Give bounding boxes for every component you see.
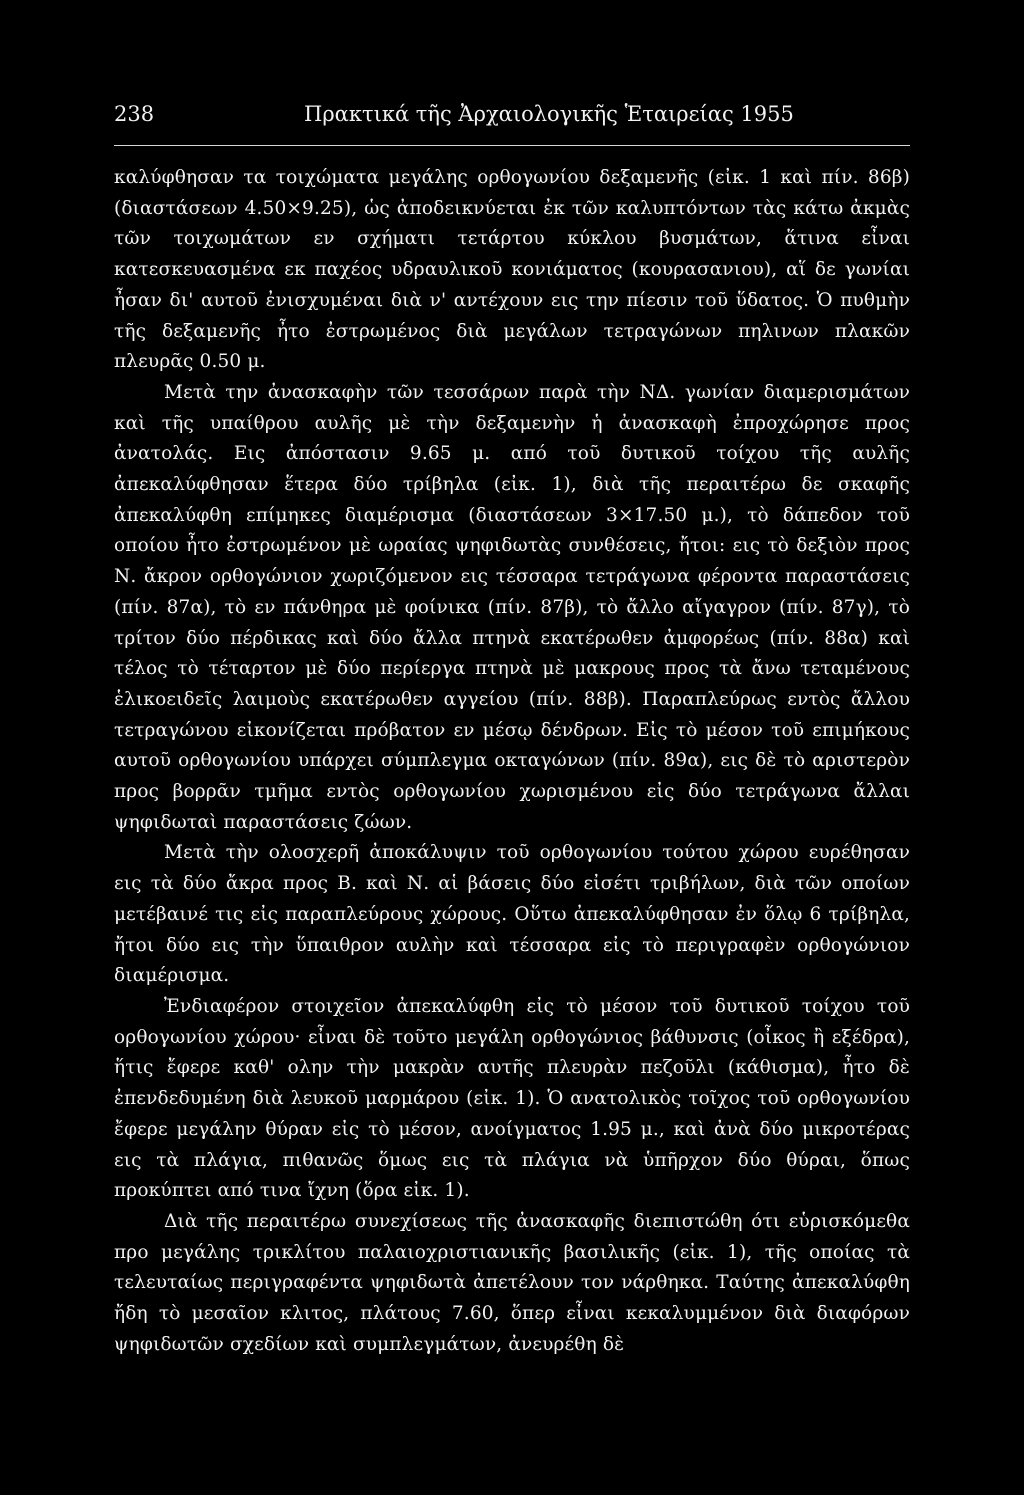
page-number: 238 <box>114 102 155 126</box>
body-text <box>114 163 910 1360</box>
paragraph: Ἐνδιαφέρον στοιχεῖον ἀπεκαλύφθη εἰς τὸ μέσον τοῦ δυτικοῦ τοίχου τοῦ ορθογωνίου χώρου· εἶναι δὲ τοῦτο μεγάλη ορθογώνιος βάθυνσις (οἶκος ἢ εξέδρα), ἥτις ἔφερε καθ' ολην τὴν μακρὰν αυτῆς πλευρὰν πεζοῦλι (κάθισμα), ἦτο δὲ ἐπενδεδυμένη διὰ λευκοῦ μαρμάρου (εἰκ. 1). Ὁ ανατολικὸς τοῖχος τοῦ ορθογωνίου ἔφερε μεγάλην θύραν εἰς τὸ μέσον, ανοίγματος 1.95 μ., καὶ ἀνὰ δύο μικροτέρας εις τὰ πλάγια, πιθανῶς ὅμως εις τὰ πλάγια νὰ ὑπῆρχον δύο θύραι, ὅπως προκύπτει από τινα ἴχνη (ὅρα εἰκ. 1). <box>114 995 910 1202</box>
page-header <box>114 97 910 131</box>
paragraph: Μετὰ την ἀνασκαφὴν τῶν τεσσάρων παρὰ τὴν ΝΔ. γωνίαν διαμερισμάτων καὶ τῆς υπαίθρου αυλῆς μὲ τὴν δεξαμενὴν ἡ ἀνασκαφὴ ἐπροχώρησε προς ἀνατολάς. Εις ἀπόστασιν 9.65 μ. από τοῦ δυτικοῦ τοίχου τῆς αυλῆς ἀπεκαλύφθησαν ἕτερα δύο τρίβηλα (εἰκ. 1), διὰ τῆς περαιτέρω δε σκαφῆς ἀπεκαλύφθη επίμηκες διαμέρισμα (διαστάσεων 3×17.50 μ.), τὸ δάπεδον τοῦ οποίου ἦτο ἐστρωμένον μὲ ωραίας ψηφιδωτὰς συνθέσεις, ἤτοι: εις τὸ δεξιὸν προς Ν. ἄκρον ορθογώνιον χωριζόμενον εις τέσσαρα τετράγωνα φέροντα παραστάσεις (πίν. 87α), τὸ εν πάνθηρα μὲ φοίνικα (πίν. 87β), τὸ ἄλλο αἴγαγρον (πίν. 87γ), τὸ τρίτον δύο πέρδικας καὶ δύο ἄλλα πτηνὰ εκατέρωθεν ἀμφορέως (πίν. 88α) καὶ τέλος τὸ τέταρτον μὲ δύο περίεργα πτηνὰ μὲ μακρους προς τὰ ἄνω τεταμένους ἑλικοειδεῖς λαιμοὺς εκατέρωθεν αγγείου (πίν. 88β). Παραπλεύρως εντὸς ἄλλου τετραγώνου εἰκονίζεται πρόβατον εν μέσῳ δένδρων. Εἰς τὸ μέσον τοῦ επιμήκους αυτοῦ ορθογωνίου υπάρχει σύμπλεγμα οκταγώνων (πίν. 89α), εις δὲ τὸ αριστερὸν προς βορρᾶν τμῆμα εντὸς ορθογωνίου χωρισμένου εἰς δύο τετράγωνα ἄλλαι ψηφιδωταὶ παραστάσεις ζώων. <box>114 381 910 833</box>
paragraph: Διὰ τῆς περαιτέρω συνεχίσεως τῆς ἀνασκαφῆς διεπιστώθη ότι εὑρισκόμεθα προ μεγάλης τρικλίτου παλαιοχριστιανικῆς βασιλικῆς (εἰκ. 1), τῆς οποίας τὰ τελευταίως περιγραφέντα ψηφιδωτὰ ἀπετέλουν τον νάρθηκα. Ταύτης ἀπεκαλύφθη ἤδη τὸ μεσαῖον κλιτος, πλάτους 7.60, ὅπερ εἶναι κεκαλυμμένον διὰ διαφόρων ψηφιδωτῶν σχεδίων καὶ συμπλεγμάτων, ἀνευρέθη δὲ <box>114 1210 910 1355</box>
running-title: Πρακτικά τῆς Ἀρχαιολογικῆς Ἑταιρείας 1955 <box>304 102 794 126</box>
header-divider <box>114 145 910 146</box>
paragraph: Μετὰ τὴν ολοσχερῆ ἀποκάλυψιν τοῦ ορθογωνίου τούτου χώρου ευρέθησαν εις τὰ δύο ἄκρα προς Β. καὶ Ν. αἱ βάσεις δύο εἰσέτι τριβήλων, διὰ τῶν οποίων μετέβαινέ τις εἰς παραπλεύρους χώρους. Οὕτω ἀπεκαλύφθησαν ἐν ὅλῳ 6 τρίβηλα, ἤτοι δύο εις τὴν ὕπαιθρον αυλὴν καὶ τέσσαρα εἰς τὸ περιγραφὲν ορθογώνιον διαμέρισμα. <box>114 842 910 987</box>
paragraph: καλύφθησαν τα τοιχώματα μεγάλης ορθογωνίου δεξαμενῆς (εἰκ. 1 καὶ πίν. 86β) (διαστάσεων 4.50×9.25), ὡς ἀποδεικνύεται ἐκ τῶν καλυπτόντων τὰς κάτω ἀκμὰς τῶν τοιχωμάτων εν σχήματι τετάρτου κύκλου βυσμάτων, ἅτινα εἶναι κατεσκευασμένα εκ παχέος υδραυλικοῦ κονιάματος (κουρασανιου), αἵ δε γωνίαι ἦσαν δι' αυτοῦ ἐνισχυμέναι διὰ ν' αντέχουν εις την πίεσιν τοῦ ὕδατος. Ὁ πυθμὴν τῆς δεξαμενῆς ἦτο ἐστρωμένος διὰ μεγάλων τετραγώνων πηλινων πλακῶν πλευρᾶς 0.50 μ. <box>114 167 910 373</box>
